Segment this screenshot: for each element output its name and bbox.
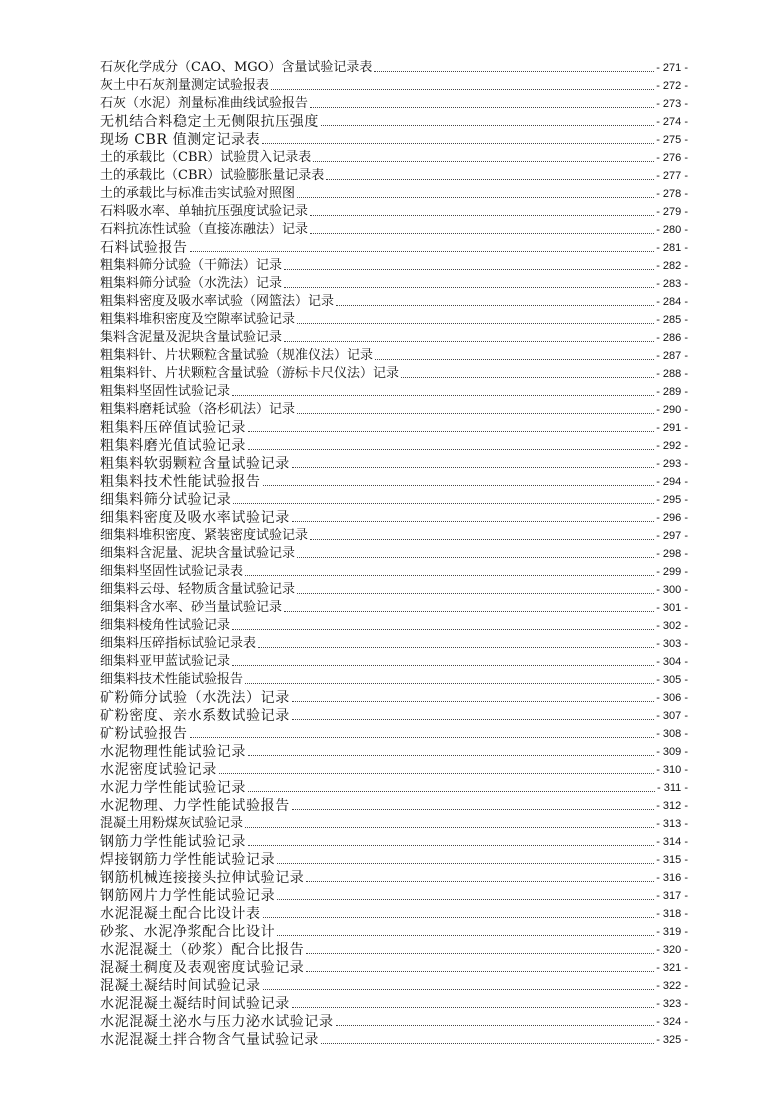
toc-entry-page-number: - 275 - xyxy=(656,134,688,146)
toc-entry-title: 土的承载比与标准击实试验对照图 xyxy=(100,186,296,201)
toc-entry[interactable] xyxy=(100,580,688,598)
dot-leader xyxy=(292,718,654,720)
dot-leader xyxy=(284,286,654,288)
toc-entry-title: 细集料技术性能试验报告 xyxy=(100,672,244,687)
toc-entry[interactable] xyxy=(100,1030,688,1048)
dot-leader xyxy=(310,214,654,216)
toc-entry[interactable] xyxy=(100,58,688,76)
dot-leader xyxy=(248,448,654,450)
toc-entry[interactable] xyxy=(100,382,688,400)
dot-leader xyxy=(313,160,654,162)
toc-entry[interactable] xyxy=(100,490,688,508)
toc-entry-title: 矿粉密度、亲水系数试验记录 xyxy=(100,708,290,724)
toc-entry-page-number: - 309 - xyxy=(656,746,688,758)
toc-entry-page-number: - 321 - xyxy=(656,962,688,974)
toc-entry-title: 细集料筛分试验记录 xyxy=(100,492,232,508)
toc-entry-page-number: - 308 - xyxy=(656,728,688,740)
toc-entry-title: 无机结合料稳定土无侧限抗压强度 xyxy=(100,114,319,130)
toc-entry-page-number: - 292 - xyxy=(656,440,688,452)
dot-leader xyxy=(292,1006,654,1008)
toc-entry-page-number: - 298 - xyxy=(656,548,688,560)
toc-entry-title: 石料试验报告 xyxy=(100,240,188,256)
toc-entry-page-number: - 278 - xyxy=(656,188,688,200)
dot-leader xyxy=(306,952,654,954)
toc-entry-page-number: - 306 - xyxy=(656,692,688,704)
toc-entry-title: 粗集料坚固性试验记录 xyxy=(100,384,231,399)
toc-entry[interactable] xyxy=(100,148,688,166)
toc-entry-page-number: - 304 - xyxy=(656,656,688,668)
toc-entry-page-number: - 313 - xyxy=(656,818,688,830)
toc-entry-title: 石灰（水泥）剂量标准曲线试验报告 xyxy=(100,96,309,111)
toc-entry-page-number: - 291 - xyxy=(656,422,688,434)
dot-leader xyxy=(321,1042,654,1044)
toc-entry-title: 钢筋网片力学性能试验记录 xyxy=(100,888,276,904)
toc-entry[interactable] xyxy=(100,868,688,886)
toc-entry-page-number: - 307 - xyxy=(656,710,688,722)
toc-entry-title: 细集料堆积密度、紧装密度试验记录 xyxy=(100,528,309,543)
toc-entry[interactable] xyxy=(100,418,688,436)
toc-entry-title: 矿粉筛分试验（水洗法）记录 xyxy=(100,690,290,706)
dot-leader xyxy=(297,196,654,198)
dot-leader xyxy=(245,574,654,576)
toc-entry[interactable] xyxy=(100,94,688,112)
toc-entry-title: 粗集料软弱颗粒含量试验记录 xyxy=(100,456,290,472)
toc-entry[interactable] xyxy=(100,1012,688,1030)
toc-entry-title: 土的承载比（CBR）试验贯入记录表 xyxy=(100,150,312,165)
dot-leader xyxy=(271,88,654,90)
toc-entry-title: 混凝土用粉煤灰试验记录 xyxy=(100,816,244,831)
dot-leader xyxy=(277,862,654,864)
toc-entry[interactable] xyxy=(100,760,688,778)
toc-entry-page-number: - 286 - xyxy=(656,332,688,344)
dot-leader xyxy=(310,538,654,540)
toc-entry-title: 钢筋机械连接接头拉伸试验记录 xyxy=(100,870,305,886)
dot-leader xyxy=(277,934,654,936)
toc-entry-page-number: - 319 - xyxy=(656,926,688,938)
toc-entry[interactable] xyxy=(100,814,688,832)
toc-entry[interactable] xyxy=(100,112,688,130)
toc-entry-page-number: - 285 - xyxy=(656,314,688,326)
toc-entry[interactable] xyxy=(100,958,688,976)
toc-entry-page-number: - 272 - xyxy=(656,80,688,92)
toc-entry-page-number: - 305 - xyxy=(656,674,688,686)
toc-entry[interactable] xyxy=(100,256,688,274)
toc-entry-title: 细集料亚甲蓝试验记录 xyxy=(100,654,231,669)
toc-entry-page-number: - 277 - xyxy=(656,170,688,182)
toc-entry[interactable] xyxy=(100,184,688,202)
toc-entry-title: 混凝土凝结时间试验记录 xyxy=(100,978,261,994)
toc-entry[interactable] xyxy=(100,346,688,364)
toc-entry[interactable] xyxy=(100,706,688,724)
dot-leader xyxy=(248,754,654,756)
toc-entry[interactable] xyxy=(100,364,688,382)
toc-entry-title: 石料抗冻性试验（直接冻融法）记录 xyxy=(100,222,309,237)
dot-leader xyxy=(219,772,654,774)
toc-entry[interactable] xyxy=(100,526,688,544)
toc-entry-page-number: - 290 - xyxy=(656,404,688,416)
toc-entry-title: 石料吸水率、单轴抗压强度试验记录 xyxy=(100,204,309,219)
toc-entry-page-number: - 293 - xyxy=(656,458,688,470)
toc-entry-title: 水泥密度试验记录 xyxy=(100,762,217,778)
toc-entry-title: 粗集料磨光值试验记录 xyxy=(100,438,246,454)
toc-entry[interactable] xyxy=(100,598,688,616)
dot-leader xyxy=(375,358,654,360)
toc-entry-page-number: - 318 - xyxy=(656,908,688,920)
toc-entry[interactable] xyxy=(100,616,688,634)
dot-leader xyxy=(233,502,654,504)
toc-entry-title: 土的承载比（CBR）试验膨胀量记录表 xyxy=(100,168,325,183)
toc-entry[interactable] xyxy=(100,544,688,562)
toc-entry[interactable] xyxy=(100,310,688,328)
dot-leader xyxy=(284,340,654,342)
toc-entry[interactable] xyxy=(100,742,688,760)
toc-entry-title: 粗集料堆积密度及空隙率试验记录 xyxy=(100,312,296,327)
dot-leader xyxy=(263,484,655,486)
toc-entry-title: 细集料云母、轻物质含量试验记录 xyxy=(100,582,296,597)
toc-entry[interactable] xyxy=(100,562,688,580)
dot-leader xyxy=(263,916,655,918)
dot-leader xyxy=(310,232,654,234)
toc-entry[interactable] xyxy=(100,292,688,310)
dot-leader xyxy=(321,124,654,126)
toc-entry-page-number: - 288 - xyxy=(656,368,688,380)
toc-entry-title: 细集料压碎指标试验记录表 xyxy=(100,636,257,651)
toc-entry-page-number: - 281 - xyxy=(656,242,688,254)
toc-entry-title: 粗集料技术性能试验报告 xyxy=(100,474,261,490)
dot-leader xyxy=(336,304,654,306)
toc-entry-title: 粗集料针、片状颗粒含量试验（规准仪法）记录 xyxy=(100,348,374,363)
toc-entry-title: 细集料密度及吸水率试验记录 xyxy=(100,510,290,526)
toc-entry[interactable] xyxy=(100,328,688,346)
toc-entry-title: 矿粉试验报告 xyxy=(100,726,188,742)
toc-entry[interactable] xyxy=(100,238,688,256)
toc-entry-page-number: - 274 - xyxy=(656,116,688,128)
dot-leader xyxy=(258,646,654,648)
dot-leader xyxy=(232,664,654,666)
toc-entry-title: 细集料含泥量、泥块含量试验记录 xyxy=(100,546,296,561)
dot-leader xyxy=(297,322,654,324)
toc-entry[interactable] xyxy=(100,994,688,1012)
toc-entry[interactable] xyxy=(100,940,688,958)
dot-leader xyxy=(292,808,654,810)
toc-entry[interactable] xyxy=(100,724,688,742)
toc-entry-title: 砂浆、水泥净浆配合比设计 xyxy=(100,924,276,940)
toc-entry-title: 焊接钢筋力学性能试验记录 xyxy=(100,852,276,868)
toc-entry[interactable] xyxy=(100,400,688,418)
toc-entry-page-number: - 279 - xyxy=(656,206,688,218)
toc-entry-title: 钢筋力学性能试验记录 xyxy=(100,834,246,850)
toc-entry[interactable] xyxy=(100,472,688,490)
dot-leader xyxy=(292,520,654,522)
toc-entry[interactable] xyxy=(100,274,688,292)
toc-entry-page-number: - 316 - xyxy=(656,872,688,884)
toc-entry-page-number: - 303 - xyxy=(656,638,688,650)
toc-entry-page-number: - 296 - xyxy=(656,512,688,524)
toc-entry-page-number: - 287 - xyxy=(656,350,688,362)
dot-leader xyxy=(277,898,654,900)
toc-entry-page-number: - 314 - xyxy=(656,836,688,848)
toc-entry-page-number: - 311 - xyxy=(657,782,688,794)
toc-entry[interactable] xyxy=(100,634,688,652)
dot-leader xyxy=(284,610,654,612)
toc-entry-title: 粗集料磨耗试验（洛杉矶法）记录 xyxy=(100,402,296,417)
toc-entry-page-number: - 289 - xyxy=(656,386,688,398)
dot-leader xyxy=(292,466,654,468)
dot-leader xyxy=(297,556,654,558)
toc-entry-page-number: - 315 - xyxy=(656,854,688,866)
dot-leader xyxy=(245,826,654,828)
toc-entry[interactable] xyxy=(100,832,688,850)
toc-entry-title: 粗集料筛分试验（干筛法）记录 xyxy=(100,258,283,273)
toc-entry[interactable] xyxy=(100,976,688,994)
toc-entry-page-number: - 300 - xyxy=(656,584,688,596)
toc-entry-title: 水泥混凝土泌水与压力泌水试验记录 xyxy=(100,1014,334,1030)
toc-entry-title: 水泥力学性能试验记录 xyxy=(100,780,246,796)
toc-entry[interactable] xyxy=(100,202,688,220)
toc-entry[interactable] xyxy=(100,130,688,148)
dot-leader xyxy=(292,700,654,702)
toc-entry-page-number: - 273 - xyxy=(656,98,688,110)
dot-leader xyxy=(190,250,655,252)
toc-entry[interactable] xyxy=(100,922,688,940)
dot-leader xyxy=(262,142,654,144)
dot-leader xyxy=(297,412,654,414)
toc-entry-title: 水泥混凝土（砂浆）配合比报告 xyxy=(100,942,305,958)
dot-leader xyxy=(232,628,654,630)
dot-leader xyxy=(326,178,654,180)
dot-leader xyxy=(248,790,655,792)
toc-entry-page-number: - 271 - xyxy=(656,62,688,74)
toc-entry[interactable] xyxy=(100,886,688,904)
dot-leader xyxy=(306,970,654,972)
toc-entry-page-number: - 317 - xyxy=(656,890,688,902)
toc-entry[interactable] xyxy=(100,850,688,868)
toc-entry[interactable] xyxy=(100,652,688,670)
toc-entry-title: 粗集料压碎值试验记录 xyxy=(100,420,246,436)
toc-entry[interactable] xyxy=(100,778,688,796)
toc-entry-page-number: - 322 - xyxy=(656,980,688,992)
dot-leader xyxy=(336,1024,655,1026)
dot-leader xyxy=(248,430,654,432)
toc-entry-title: 粗集料密度及吸水率试验（网篮法）记录 xyxy=(100,294,335,309)
toc-entry-page-number: - 295 - xyxy=(656,494,688,506)
toc-entry-page-number: - 325 - xyxy=(656,1034,688,1046)
toc-entry[interactable] xyxy=(100,76,688,94)
toc-entry-page-number: - 320 - xyxy=(656,944,688,956)
table-of-contents xyxy=(100,58,688,1048)
toc-entry-title: 粗集料针、片状颗粒含量试验（游标卡尺仪法）记录 xyxy=(100,366,400,381)
toc-entry-page-number: - 294 - xyxy=(656,476,688,488)
dot-leader xyxy=(232,394,654,396)
toc-entry-title: 混凝土稠度及表观密度试验记录 xyxy=(100,960,305,976)
dot-leader xyxy=(245,682,654,684)
toc-entry-page-number: - 323 - xyxy=(656,998,688,1010)
toc-entry-page-number: - 301 - xyxy=(656,602,688,614)
toc-entry-title: 水泥混凝土配合比设计表 xyxy=(100,906,261,922)
toc-entry-title: 集料含泥量及泥块含量试验记录 xyxy=(100,330,283,345)
toc-entry[interactable] xyxy=(100,436,688,454)
dot-leader xyxy=(310,106,654,108)
toc-entry[interactable] xyxy=(100,904,688,922)
toc-entry-title: 细集料坚固性试验记录表 xyxy=(100,564,244,579)
toc-entry-title: 水泥混凝土凝结时间试验记录 xyxy=(100,996,290,1012)
toc-entry-page-number: - 310 - xyxy=(656,764,688,776)
toc-entry[interactable] xyxy=(100,688,688,706)
dot-leader xyxy=(374,70,654,72)
toc-entry-page-number: - 299 - xyxy=(656,566,688,578)
toc-entry-title: 现场 CBR 值测定记录表 xyxy=(100,132,261,148)
dot-leader xyxy=(248,844,654,846)
toc-entry-page-number: - 283 - xyxy=(656,278,688,290)
toc-entry-page-number: - 284 - xyxy=(656,296,688,308)
toc-entry[interactable] xyxy=(100,796,688,814)
toc-entry-title: 水泥物理性能试验记录 xyxy=(100,744,246,760)
toc-entry-title: 灰土中石灰剂量测定试验报表 xyxy=(100,78,270,93)
dot-leader xyxy=(401,376,654,378)
toc-entry-page-number: - 282 - xyxy=(656,260,688,272)
dot-leader xyxy=(190,736,655,738)
toc-entry[interactable] xyxy=(100,508,688,526)
toc-entry-page-number: - 280 - xyxy=(656,224,688,236)
toc-entry[interactable] xyxy=(100,220,688,238)
dot-leader xyxy=(284,268,654,270)
toc-entry[interactable] xyxy=(100,166,688,184)
dot-leader xyxy=(297,592,654,594)
toc-entry-page-number: - 312 - xyxy=(656,800,688,812)
toc-entry[interactable] xyxy=(100,670,688,688)
dot-leader xyxy=(306,880,654,882)
toc-entry-page-number: - 302 - xyxy=(656,620,688,632)
toc-entry-page-number: - 324 - xyxy=(656,1016,688,1028)
toc-entry[interactable] xyxy=(100,454,688,472)
toc-entry-title: 粗集料筛分试验（水洗法）记录 xyxy=(100,276,283,291)
toc-entry-title: 石灰化学成分（CAO、MGO）含量试验记录表 xyxy=(100,60,373,75)
toc-entry-title: 细集料含水率、砂当量试验记录 xyxy=(100,600,283,615)
toc-entry-page-number: - 297 - xyxy=(656,530,688,542)
toc-entry-page-number: - 276 - xyxy=(656,152,688,164)
dot-leader xyxy=(263,988,655,990)
toc-entry-title: 细集料棱角性试验记录 xyxy=(100,618,231,633)
toc-entry-title: 水泥物理、力学性能试验报告 xyxy=(100,798,290,814)
toc-entry-title: 水泥混凝土拌合物含气量试验记录 xyxy=(100,1032,319,1048)
